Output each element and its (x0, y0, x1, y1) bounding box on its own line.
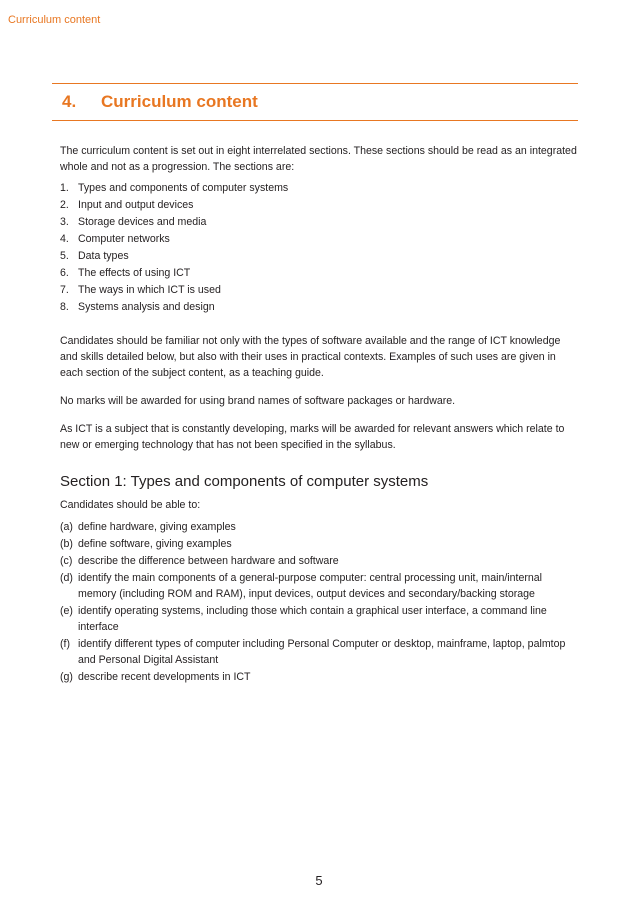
paragraph-brand-names: No marks will be awarded for using brand names of software packages or hardware. (60, 395, 456, 407)
list-item-text: The ways in which ICT is used (78, 284, 221, 296)
paragraph-emerging-tech: As ICT is a subject that is constantly developing, marks will be awarded for relevant answers which relate to new or emerging technology that has not been specified in the syllabus. (60, 423, 565, 451)
list-marker: 1. (60, 182, 69, 194)
list-item-text: Data types (78, 250, 129, 262)
section-heading: Section 1: Types and components of computer systems (60, 473, 429, 490)
list-item-text: The effects of using ICT (78, 267, 191, 279)
list-item (60, 282, 578, 299)
list-item-text: identify operating systems, including those which contain a graphical user interface, a command line interface (78, 605, 547, 633)
running-header: Curriculum content (8, 14, 101, 26)
page-number: 5 (315, 873, 323, 888)
list-item-text: Types and components of computer systems (78, 182, 289, 194)
list-item-text: identify the main components of a general-purpose computer: central processing unit, main/internal memory (including ROM and RAM), input devices, output devices and secondary/backing storage (78, 572, 543, 600)
list-item-text: Storage devices and media (78, 216, 207, 228)
list-item-text: Systems analysis and design (78, 301, 215, 313)
list-item (60, 231, 578, 248)
list-item (60, 214, 578, 231)
list-item-text: Computer networks (78, 233, 170, 245)
list-marker: 8. (60, 301, 69, 313)
page-content (52, 83, 578, 686)
list-item (60, 299, 578, 316)
list-item (60, 553, 578, 569)
list-item (60, 180, 578, 197)
list-item-text: define hardware, giving examples (78, 521, 236, 533)
list-item (60, 248, 578, 265)
list-marker: (d) (60, 572, 73, 584)
chapter-title: Curriculum content (101, 92, 258, 111)
list-item-text: describe recent developments in ICT (78, 671, 251, 683)
list-marker: (g) (60, 671, 73, 683)
objectives-list (60, 519, 578, 685)
chapter-number: 4. (62, 92, 77, 111)
list-marker: (c) (60, 555, 73, 567)
list-item-text: define software, giving examples (78, 538, 232, 550)
list-marker: 3. (60, 216, 69, 228)
list-marker: 2. (60, 199, 69, 211)
list-item (60, 636, 578, 668)
list-marker: (f) (60, 638, 70, 650)
section-lead: Candidates should be able to: (60, 499, 201, 511)
list-item-text: describe the difference between hardware and software (78, 555, 339, 567)
list-item (60, 570, 578, 602)
list-item-text: identify different types of computer including Personal Computer or desktop, mainframe, laptop, palmtop and Personal Digital Assistant (78, 638, 566, 666)
list-marker: 5. (60, 250, 69, 262)
list-marker: (b) (60, 538, 73, 550)
body-text (52, 143, 578, 685)
sections-list (60, 180, 578, 316)
list-item-text: Input and output devices (78, 199, 194, 211)
list-item (60, 265, 578, 282)
chapter-title-block (52, 83, 578, 121)
paragraph-familiarity: Candidates should be familiar not only with the types of software available and the range of ICT knowledge and skills detailed below, but also with their uses in practical contexts. Examples of such uses are given in each section of the subject content, as a teaching guide. (60, 335, 561, 379)
list-marker: 6. (60, 267, 69, 279)
list-item (60, 669, 578, 685)
list-marker: (e) (60, 605, 73, 617)
list-item (60, 197, 578, 214)
list-item (60, 519, 578, 535)
list-item (60, 603, 578, 635)
list-marker: 7. (60, 284, 69, 296)
list-marker: 4. (60, 233, 69, 245)
list-item (60, 536, 578, 552)
intro-paragraph: The curriculum content is set out in eight interrelated sections. These sections should be read as an integrated whole and not as a progression. The sections are: (60, 145, 577, 173)
list-marker: (a) (60, 521, 73, 533)
